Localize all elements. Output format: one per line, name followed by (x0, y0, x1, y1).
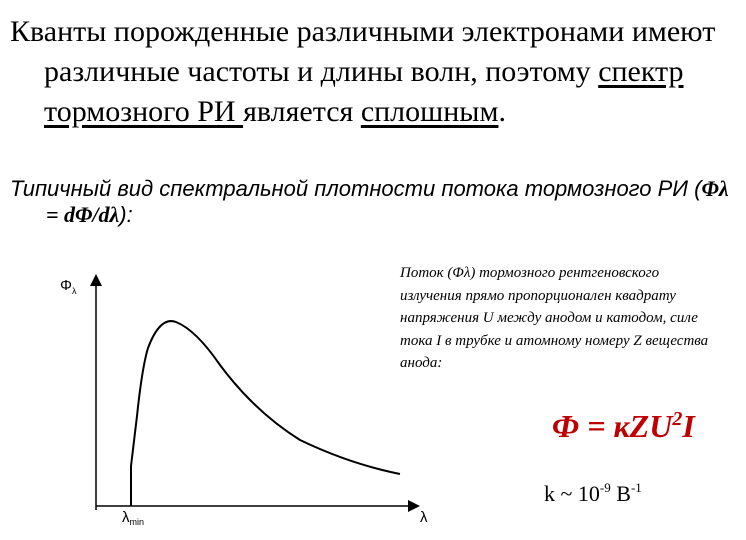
intro-underlined-term: спектр тормозного РИ (44, 55, 684, 128)
proportionality-constant: k ~ $10^{-9}$ $В^{-1}$ (544, 480, 642, 506)
lambda-min-label: $\lambda_{min}$ (122, 509, 145, 527)
flux-note: Поток (Φλ) тормозного рентгеновского излучения прямо пропорционален квадрату напряжения U между анодом и катодом, силе тока I в трубке и атомному номеру Z вещества анода: (400, 265, 709, 371)
flux-formula: Ф = кZU$^2$I (552, 408, 695, 444)
caption-formula: Φλ = dΦ/dλ (46, 176, 729, 227)
x-axis-label: λ (420, 509, 428, 526)
intro-text-2: является (243, 95, 361, 128)
intro-text-1: Кванты порожденные различными электронами имеют различные частоты и длины волн, поэтому (10, 15, 716, 88)
intro-text-3: . (498, 95, 506, 128)
caption-end: ): (119, 202, 133, 227)
caption-text: Типичный вид спектральной плотности потока тормозного РИ ( (10, 176, 702, 201)
spectrum-curve (131, 321, 400, 506)
y-axis-label: $\Phi_\lambda$ (60, 277, 77, 296)
intro-underlined-word: сплошным (360, 95, 499, 128)
